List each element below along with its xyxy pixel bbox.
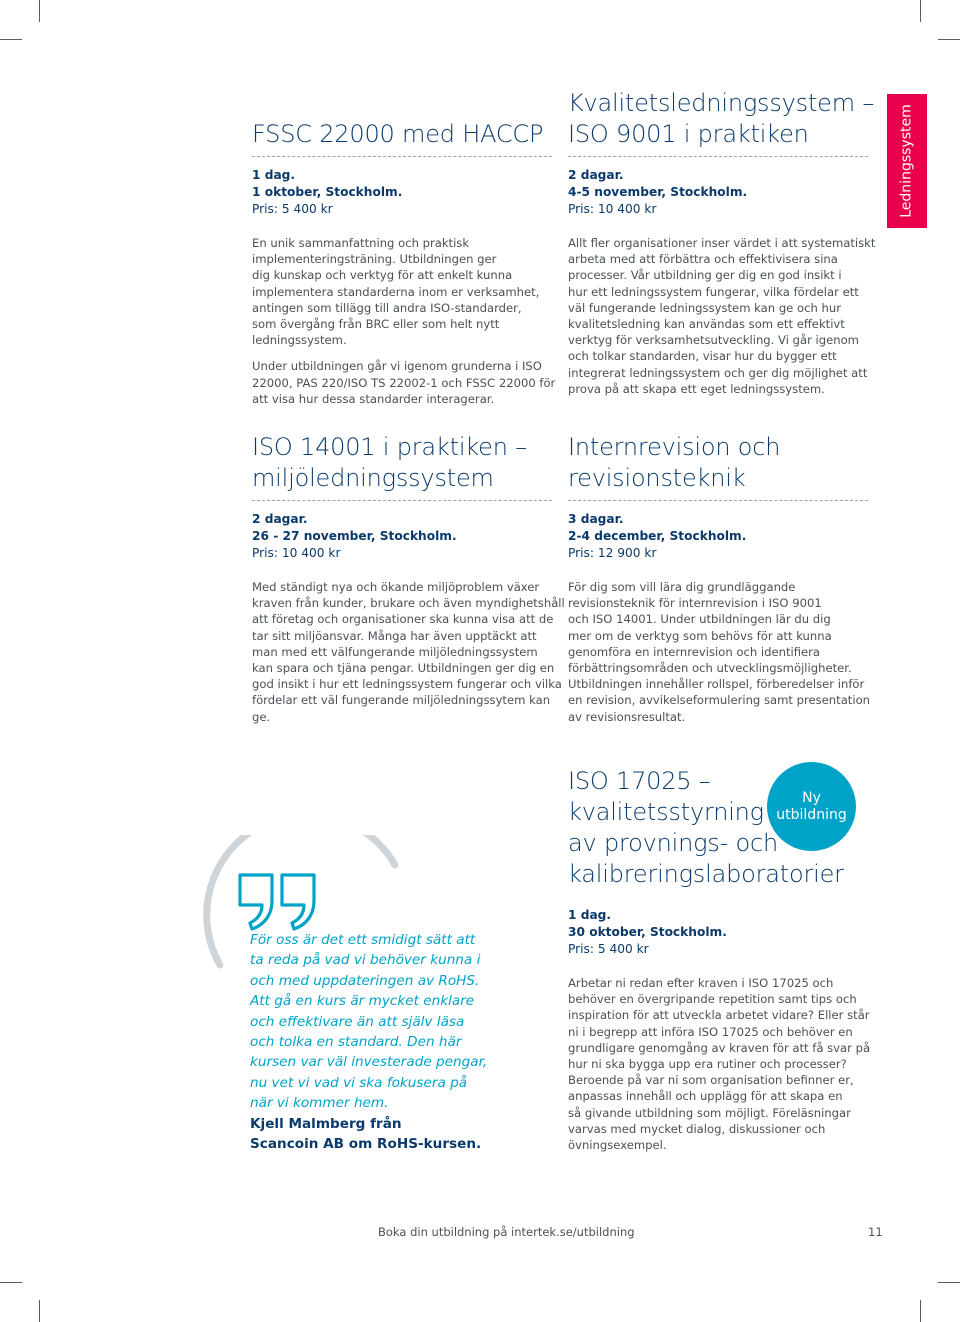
crop-mark: [0, 39, 22, 40]
course-duration: 1 dag.: [568, 908, 612, 922]
course-price: Pris: 5 400 kr: [252, 202, 333, 216]
course-meta: [252, 167, 552, 218]
footer-booking-link[interactable]: Boka din utbildning på intertek.se/utbildning: [378, 1225, 635, 1239]
text-line: grundligare genomgång av kraven för att få svar på: [568, 1040, 871, 1055]
paragraph: [568, 235, 876, 397]
crop-mark: [938, 39, 960, 40]
badge-line: Ny: [802, 789, 821, 806]
text-line: och ISO 14001. Under utbildningen lär du dig: [568, 612, 831, 627]
text-line: ni i begrepp att införa ISO 17025 och behöver en: [568, 1024, 853, 1039]
quote-line: Att gå en kurs är mycket enklare: [250, 993, 475, 1010]
text-line: varvas med mycket dialog, diskussioner och: [568, 1121, 826, 1136]
divider: [568, 896, 868, 897]
text-line: och tolkar standarden, visar hur du bygger ett: [568, 349, 837, 364]
quote-line: ta reda på vad vi behöver kunna i: [250, 952, 481, 969]
divider: [252, 156, 552, 157]
course-duration: 3 dagar.: [568, 512, 624, 526]
quote-line: nu vet vi vad vi ska fokusera på: [250, 1074, 468, 1091]
quote-marks-icon: [240, 875, 314, 929]
quote-line: och effektivare än att själv läsa: [250, 1013, 465, 1030]
course-title: [252, 119, 552, 150]
page-number: 11: [868, 1225, 883, 1239]
course-date-location: 1 oktober, Stockholm.: [252, 185, 403, 199]
text-line: förbättringsområden och utvecklingsmöjligheter.: [568, 661, 852, 676]
text-line: dig kunskap och verktyg för att enkelt kunna: [252, 268, 513, 283]
text-line: som övergång från BRC eller som helt nytt: [252, 317, 500, 332]
course-description: [252, 235, 556, 407]
author-line: Kjell Malmberg från: [250, 1116, 402, 1132]
testimonial-quote: [250, 930, 520, 1114]
divider: [252, 500, 552, 501]
text-line: implementeringsträning. Utbildningen ger: [252, 252, 497, 267]
text-line: mer om de verktyg som behövs för att kunna: [568, 628, 832, 643]
text-line: ge.: [252, 709, 271, 724]
paragraph: [252, 579, 565, 725]
text-line: implementera standarderna inom er verksamhet,: [252, 284, 540, 299]
author-line: Scancoin AB om RoHS-kursen.: [250, 1136, 482, 1153]
text-line: arbeta med att förbättra och effektivisera sina: [568, 252, 838, 267]
title-line: Kvalitetsledningssystem –: [568, 89, 875, 117]
crop-mark: [39, 0, 40, 22]
text-line: genomföra en internrevision och identifiera: [568, 644, 821, 659]
text-line: Arbetar ni redan efter kraven i ISO 17025 och: [568, 976, 834, 990]
paragraph: [568, 975, 871, 1153]
title-line: FSSC 22000 med HACCP: [252, 120, 544, 148]
crop-mark: [938, 1282, 960, 1283]
paragraph: [252, 358, 556, 407]
new-course-badge: [767, 762, 856, 851]
course-date-location: 26 - 27 november, Stockholm.: [252, 529, 457, 543]
text-line: inspiration för att utveckla arbetet vidare? Eller står: [568, 1008, 870, 1023]
course-duration: 2 dagar.: [252, 512, 308, 526]
text-line: Beroende på var ni som organisation befinner er,: [568, 1073, 854, 1088]
course-price: Pris: 12 900 kr: [568, 546, 657, 560]
title-line: revisionsteknik: [568, 464, 746, 492]
course-iso-9001: [568, 88, 876, 407]
course-internrevision: [568, 432, 871, 735]
text-line: av revisionsresultat.: [568, 709, 686, 724]
crop-mark: [39, 1300, 40, 1322]
section-tab-label: Ledningssystem: [899, 104, 916, 218]
text-line: 22000, PAS 220/ISO TS 22002-1 och FSSC 22000 för: [252, 375, 556, 390]
course-duration: 2 dagar.: [568, 168, 624, 182]
text-line: anpassas innehåll och upplägg för att skapa en: [568, 1089, 843, 1104]
title-line: ISO 17025 –: [568, 767, 711, 795]
course-meta: [568, 167, 868, 218]
course-description: [252, 579, 565, 725]
text-line: revisionsteknik för internrevision i ISO 9001: [568, 596, 822, 611]
text-line: god insikt i hur ett ledningssystem fungerar och vilka: [252, 677, 562, 692]
text-line: tar sitt miljöansvar. Många har även upptäckt att: [252, 628, 537, 643]
course-title: [252, 432, 552, 494]
text-line: För dig som vill lära dig grundläggande: [568, 580, 796, 594]
course-date-location: 4-5 november, Stockholm.: [568, 185, 748, 199]
course-title: [568, 88, 875, 150]
course-price: Pris: 10 400 kr: [568, 202, 657, 216]
course-duration: 1 dag.: [252, 168, 296, 182]
quote-line: kursen var väl investerade pengar,: [250, 1054, 488, 1071]
course-date-location: 30 oktober, Stockholm.: [568, 925, 727, 939]
text-line: ledningssystem.: [252, 333, 347, 348]
text-line: verktyg för verksamhetsutveckling. Vi går igenom: [568, 333, 859, 348]
divider: [568, 156, 868, 157]
quote-line: när vi kommer hem.: [250, 1095, 389, 1112]
course-description: [568, 235, 876, 397]
text-line: kan spara och tjäna pengar. Utbildningen ger dig en: [252, 661, 555, 676]
text-line: hur ni ska bygga upp era rutiner och processer?: [568, 1057, 847, 1072]
quote-line: och tolka en standard. Den här: [250, 1034, 462, 1051]
crop-mark: [920, 1300, 921, 1322]
text-line: att visa hur dessa standarder interagerar.: [252, 391, 495, 406]
course-price: Pris: 5 400 kr: [568, 942, 649, 956]
text-line: fördelar ett väl fungerande miljöledningssytem kan: [252, 693, 551, 708]
text-line: en revision, avvikelseformulering samt presentation: [568, 693, 871, 708]
text-line: processer. Vår utbildning ger dig en god insikt i: [568, 268, 842, 283]
text-line: kraven från kunder, brukare och även myndighetshåll: [252, 596, 565, 611]
text-line: En unik sammanfattning och praktisk: [252, 236, 470, 250]
text-line: antingen som tillägg till andra ISO-standarder,: [252, 300, 522, 315]
title-line: ISO 9001 i praktiken: [568, 120, 809, 148]
title-line: kalibreringslaboratorier: [568, 860, 844, 888]
text-line: så givande utbildning som möjligt. Föreläsningar: [568, 1105, 851, 1120]
text-line: väl fungerande ledningssystem kan ge och hur: [568, 300, 841, 315]
course-title: [568, 432, 868, 494]
text-line: Utbildningen innehåller rollspel, förberedelser inför: [568, 677, 865, 692]
quote-line: och med uppdateringen av RoHS.: [250, 972, 480, 989]
title-line: ISO 14001 i praktiken –: [252, 433, 527, 461]
section-tab: [887, 94, 927, 228]
text-line: Allt fler organisationer inser värdet i att systematiskt: [568, 236, 876, 250]
text-line: övningsexempel.: [568, 1138, 667, 1153]
title-line: av provnings- och: [568, 829, 778, 857]
course-meta: [568, 907, 868, 958]
testimonial-author: [250, 1114, 481, 1155]
text-line: att företag och organisationer ska kunna visa att de: [252, 612, 554, 627]
text-line: prova på att skapa ett eget ledningssystem.: [568, 381, 825, 396]
text-line: kvalitetsledning kan användas som ett effektivt: [568, 317, 845, 332]
text-line: behöver en övergripande repetition samt tips och: [568, 992, 857, 1007]
text-line: man med ett välfungerande miljöledningssystem: [252, 644, 538, 659]
text-line: Med ständigt nya och ökande miljöproblem växer: [252, 580, 540, 594]
badge-line: utbildning: [776, 806, 847, 823]
course-fssc-22000: [252, 119, 556, 417]
paragraph: [568, 579, 871, 725]
paragraph: [252, 235, 552, 348]
text-line: Under utbildningen går vi igenom grunderna i ISO: [252, 359, 542, 374]
text-line: integrerat ledningssystem och ger dig möjlighet att: [568, 365, 868, 380]
crop-mark: [920, 0, 921, 22]
title-line: kvalitetsstyrning: [568, 798, 764, 826]
course-description: [568, 975, 871, 1153]
text-line: hur ett ledningssystem fungerar, vilka fördelar ett: [568, 284, 859, 299]
course-date-location: 2-4 december, Stockholm.: [568, 529, 747, 543]
course-price: Pris: 10 400 kr: [252, 546, 341, 560]
divider: [568, 500, 868, 501]
course-iso-14001: [252, 432, 565, 735]
crop-mark: [0, 1282, 22, 1283]
quote-line: För oss är det ett smidigt sätt att: [250, 932, 476, 948]
course-description: [568, 579, 871, 725]
title-line: Internrevision och: [568, 433, 781, 461]
course-meta: [568, 511, 868, 562]
course-meta: [252, 511, 552, 562]
title-line: miljöledningssystem: [252, 464, 494, 492]
